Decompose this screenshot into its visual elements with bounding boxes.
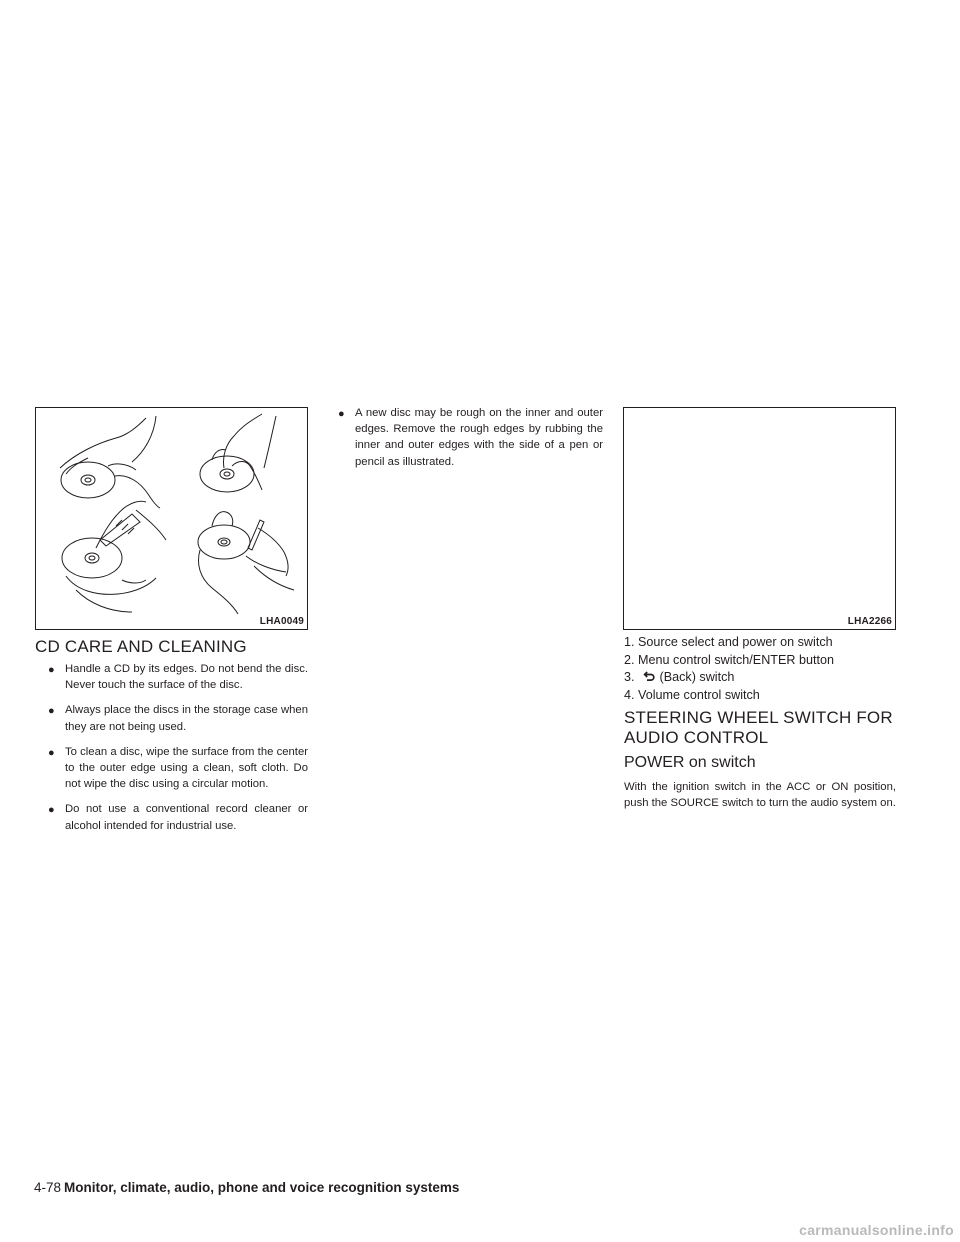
item-number: 4. (624, 688, 635, 703)
bullet-icon: ● (48, 705, 55, 718)
power-switch-subheading: POWER on switch (624, 754, 756, 771)
heading-line: AUDIO CONTROL (624, 728, 769, 747)
heading-line: STEERING WHEEL SWITCH FOR (624, 708, 893, 727)
page-number: 4-78 (34, 1180, 62, 1195)
figure-code: LHA2266 (847, 616, 892, 627)
item-number: 3. (624, 670, 635, 685)
list-item (624, 669, 896, 687)
list-item (48, 661, 308, 693)
figure-code: LHA0049 (259, 616, 304, 627)
bullet-text: Handle a CD by its edges. Do not bend the disc. Never touch the surface of the disc. (65, 663, 308, 692)
cd-handling-illustration (36, 408, 307, 629)
list-item (624, 687, 896, 705)
switch-list (624, 634, 896, 705)
bullet-icon: ● (338, 408, 345, 420)
cd-handling-figure (35, 407, 308, 630)
item-label: Source select and power on switch (638, 635, 833, 649)
bullet-icon: ● (48, 804, 55, 817)
list-item (48, 744, 308, 793)
list-item (624, 652, 896, 670)
list-item (48, 801, 308, 833)
item-label: (Back) switch (659, 670, 735, 685)
bullet-icon: ● (48, 746, 55, 759)
cd-care-bullet-list (48, 661, 308, 843)
bullet-icon: ● (48, 664, 55, 676)
footer-title: Monitor, climate, audio, phone and voice recognition systems (64, 1180, 460, 1195)
steering-switch-heading (624, 708, 893, 748)
cd-care-bullet-list-continued (338, 405, 603, 479)
item-number: 1. (624, 635, 635, 649)
item-label: Menu control switch/ENTER button (638, 652, 834, 667)
watermark: carmanualsonline.info (799, 1222, 954, 1238)
bullet-text: To clean a disc, wipe the surface from the center to the outer edge using a clean, soft cloth. Do not wipe the disc using a circular motion. (65, 745, 308, 791)
power-switch-body: With the ignition switch in the ACC or ON position, push the SOURCE switch to turn the audio system on. (624, 781, 896, 810)
bullet-text: Always place the discs in the storage case when they are not being used. (65, 704, 308, 733)
steering-switch-figure (623, 407, 896, 630)
bullet-text: Do not use a conventional record cleaner or alcohol intended for industrial use. (65, 803, 308, 832)
back-arrow-icon (643, 671, 655, 683)
page-footer (34, 1180, 459, 1195)
bullet-text: A new disc may be rough on the inner and outer edges. Remove the rough edges by rubbing the inner and outer edges with the side of a pen or pencil as illustrated. (355, 407, 603, 468)
item-number: 2. (624, 652, 635, 667)
list-item (48, 702, 308, 734)
item-label: Volume control switch (638, 688, 760, 703)
list-item (624, 634, 896, 652)
list-item (338, 405, 603, 470)
cd-care-heading: CD CARE AND CLEANING (35, 637, 247, 656)
